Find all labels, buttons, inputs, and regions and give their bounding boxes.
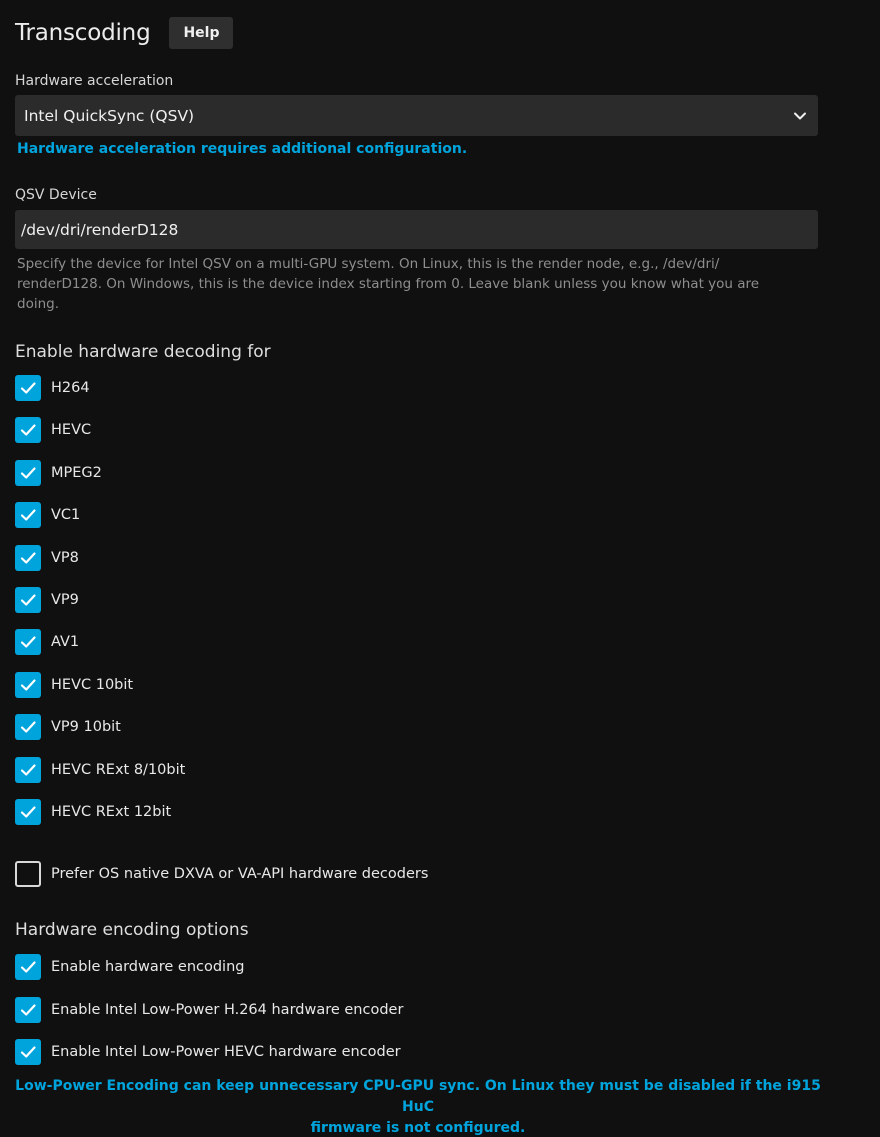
prefer-native-decoders-checkbox[interactable]: [15, 861, 41, 887]
help-button[interactable]: Help: [169, 17, 233, 49]
qsv-device-label: QSV Device: [15, 187, 97, 203]
decode-codec-checkbox-row[interactable]: [15, 374, 90, 402]
encoding-option-checkbox-row[interactable]: [15, 1038, 401, 1066]
decode-codec-label: MPEG2: [51, 464, 102, 481]
checkmark-icon: [19, 421, 37, 439]
hardware-acceleration-config-link[interactable]: Hardware acceleration requires additional configuration.: [17, 141, 468, 157]
page-header: [15, 16, 233, 50]
decode-codec-checkbox-row[interactable]: [15, 671, 133, 699]
decode-codec-checkbox[interactable]: [15, 757, 41, 783]
checkmark-icon: [19, 803, 37, 821]
decode-codec-checkbox[interactable]: [15, 672, 41, 698]
checkmark-icon: [19, 591, 37, 609]
decode-codec-checkbox[interactable]: [15, 799, 41, 825]
help-text-line: renderD128. On Windows, this is the device index starting from 0. Leave blank unless you know what you are: [17, 276, 760, 292]
checkmark-icon: [19, 718, 37, 736]
encoding-option-checkbox-row[interactable]: [15, 953, 244, 981]
encoding-option-checkbox[interactable]: [15, 1039, 41, 1065]
hardware-acceleration-label: Hardware acceleration: [15, 73, 174, 89]
chevron-down-icon: [793, 109, 807, 123]
decode-codec-checkbox-row[interactable]: [15, 798, 171, 826]
decode-codec-checkbox-row[interactable]: [15, 756, 185, 784]
encoding-option-label: Enable Intel Low-Power HEVC hardware encoder: [51, 1044, 401, 1060]
decode-codec-checkbox-row[interactable]: [15, 459, 102, 487]
decode-codec-checkbox-row[interactable]: [15, 501, 80, 529]
encoding-section-title: Hardware encoding options: [15, 920, 249, 940]
prefer-native-decoders-checkbox-row[interactable]: [15, 860, 428, 888]
hardware-acceleration-value: Intel QuickSync (QSV): [24, 106, 195, 125]
encoding-option-label: Enable Intel Low-Power H.264 hardware encoder: [51, 1001, 404, 1018]
decode-codec-label: VP8: [51, 549, 79, 566]
decode-codec-label: AV1: [51, 634, 80, 651]
decode-codec-checkbox-row[interactable]: [15, 628, 79, 656]
page-title: Transcoding: [15, 20, 151, 46]
encoding-option-label: Enable hardware encoding: [51, 959, 245, 975]
encoding-option-checkbox[interactable]: [15, 997, 41, 1023]
decode-codec-checkbox[interactable]: [15, 417, 41, 443]
checkmark-icon: [19, 464, 37, 482]
warning-line: firmware is not configured.: [310, 1120, 526, 1136]
decode-codec-label: HEVC: [51, 422, 92, 439]
decode-codec-label: HEVC RExt 12bit: [51, 804, 172, 820]
checkmark-icon: [19, 1001, 37, 1019]
warning-line: Low-Power Encoding can keep unnecessary CPU-GPU sync. On Linux they must be disabled if the i915 HuC: [15, 1078, 821, 1115]
qsv-device-help-text: [17, 254, 787, 314]
low-power-encoding-warning: [15, 1076, 821, 1137]
checkmark-icon: [19, 958, 37, 976]
prefer-native-decoders-label: Prefer OS native DXVA or VA-API hardware decoders: [51, 866, 429, 882]
decode-codec-checkbox-row[interactable]: [15, 544, 79, 572]
decode-codec-label: VC1: [51, 507, 81, 524]
decode-codec-checkbox-row[interactable]: [15, 713, 121, 741]
decode-codec-checkbox[interactable]: [15, 714, 41, 740]
encoding-option-checkbox[interactable]: [15, 954, 41, 980]
decode-codec-checkbox[interactable]: [15, 545, 41, 571]
help-text-line: doing.: [17, 296, 59, 312]
checkmark-icon: [19, 761, 37, 779]
qsv-device-input[interactable]: [15, 210, 818, 249]
decode-codec-checkbox[interactable]: [15, 629, 41, 655]
decode-codec-label: VP9 10bit: [51, 719, 121, 736]
checkmark-icon: [19, 549, 37, 567]
decode-codec-checkbox[interactable]: [15, 502, 41, 528]
decode-codec-checkbox[interactable]: [15, 375, 41, 401]
decode-codec-label: VP9: [51, 592, 79, 608]
decode-codec-label: HEVC 10bit: [51, 676, 134, 693]
decode-codec-checkbox-row[interactable]: [15, 586, 79, 614]
checkmark-icon: [19, 676, 37, 694]
decode-codec-checkbox-row[interactable]: [15, 416, 91, 444]
decode-codec-checkbox[interactable]: [15, 587, 41, 613]
decode-codec-checkbox[interactable]: [15, 460, 41, 486]
decode-codec-label: HEVC RExt 8/10bit: [51, 761, 186, 778]
help-text-line: Specify the device for Intel QSV on a multi-GPU system. On Linux, this is the render node, e.g., /dev/dri/: [17, 256, 720, 272]
hardware-acceleration-select[interactable]: [15, 95, 818, 136]
checkmark-icon: [19, 379, 37, 397]
checkmark-icon: [19, 1043, 37, 1061]
checkmark-icon: [19, 506, 37, 524]
encoding-option-checkbox-row[interactable]: [15, 996, 403, 1024]
decoding-section-title: Enable hardware decoding for: [15, 342, 271, 362]
decode-codec-label: H264: [51, 380, 90, 396]
checkmark-icon: [19, 633, 37, 651]
